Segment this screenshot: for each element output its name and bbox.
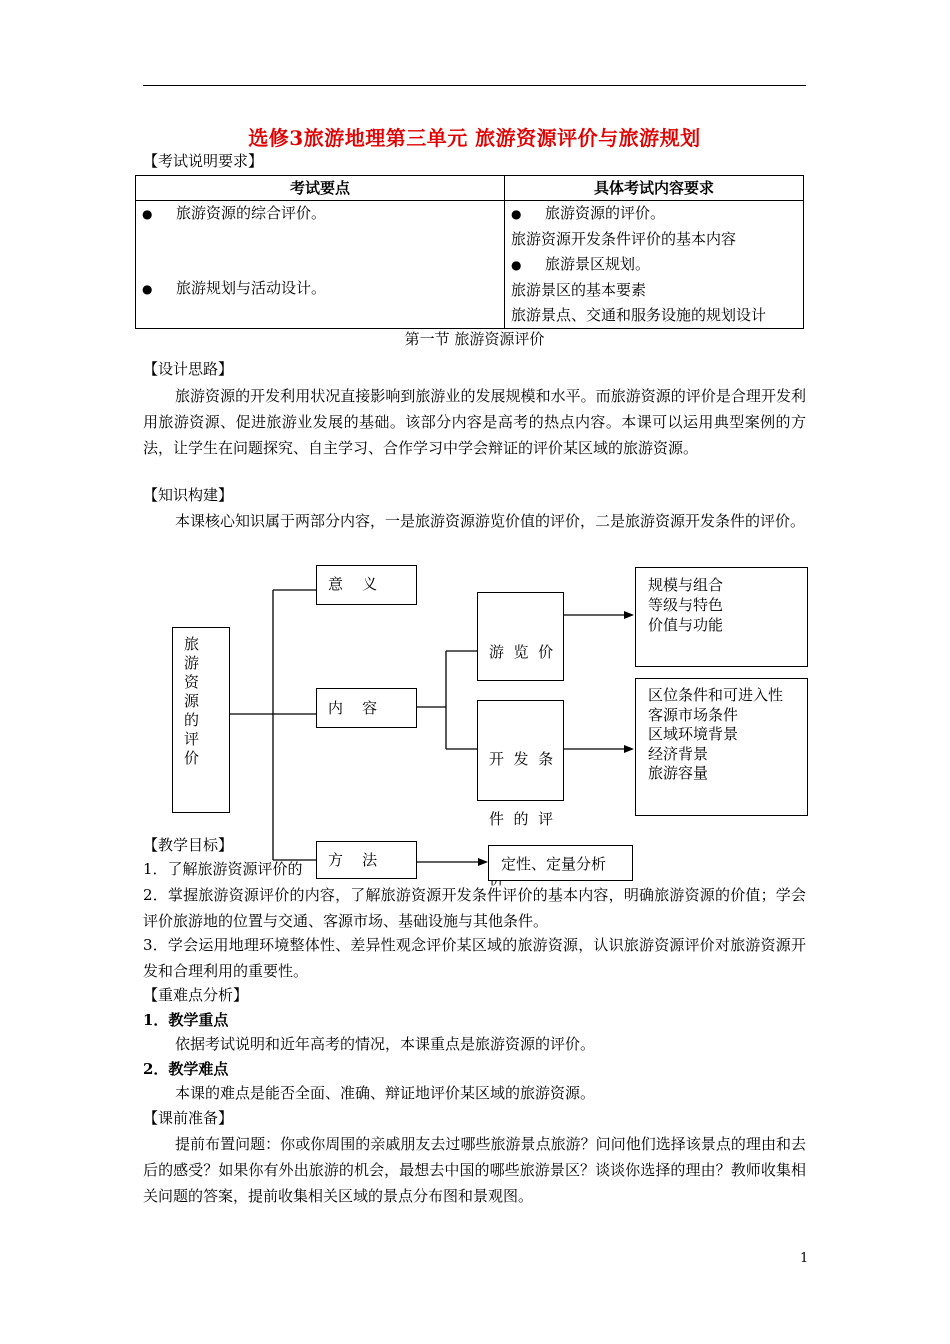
section-subtitle: 第一节 旅游资源评价 bbox=[404, 330, 545, 348]
method-label: 方 法 bbox=[328, 851, 378, 869]
knowledge-text: 本课核心知识属于两部分内容，一是旅游资源游览价值的评价，二是旅游资源开发条件的评价。 bbox=[175, 512, 806, 530]
method-result-label: 定性、定量分析 bbox=[501, 855, 607, 873]
goal-item-2: 2．掌握旅游资源评价的内容，了解旅游资源开发条件评价的基本内容，明确旅游资源的价值；学会评价旅游地的位置与交通、客源市场、基础设施与其他条件。 bbox=[143, 886, 806, 930]
content-line: 旅游景点、交通和服务设施的规划设计 bbox=[511, 306, 767, 324]
meaning-box bbox=[316, 565, 417, 605]
goal-item-1: 1．了解旅游资源评价的 bbox=[143, 860, 303, 878]
arrow-head-icon bbox=[624, 745, 634, 753]
goal-item-3: 3．学会运用地理环境整体性、差异性观念评价某区域的旅游资源，认识旅游资源评价对旅游资源开发和合理利用的重要性。 bbox=[143, 936, 806, 980]
content-line: 旅游资源开发条件评价的基本内容 bbox=[511, 230, 737, 248]
arrow-head-icon bbox=[624, 611, 634, 619]
tour-items-box bbox=[635, 567, 808, 667]
root-char: 源 bbox=[184, 692, 200, 710]
page-title: 选修3旅游地理第三单元 旅游资源评价与旅游规划 bbox=[248, 126, 701, 150]
content-line: 旅游景区的基本要素 bbox=[511, 281, 647, 299]
difficulty-text: 本课的难点是能否全面、准确、辩证地评价某区域的旅游资源。 bbox=[175, 1084, 596, 1102]
dev-item: 旅游容量 bbox=[648, 764, 709, 782]
bullet-icon: ● bbox=[142, 207, 153, 221]
root-box bbox=[172, 627, 230, 813]
page-number: 1 bbox=[800, 1251, 809, 1266]
dev-item: 经济背景 bbox=[648, 744, 709, 763]
method-box bbox=[316, 841, 417, 879]
method-result-box bbox=[488, 845, 633, 881]
prep-text: 提前布置问题：你或你周围的亲戚朋友去过哪些旅游景点旅游？问问他们选择该景点的理由和去后的感受？如果你有外出旅游的机会，最想去中国的哪些旅游景区？谈谈你选择的理由？教师收集相关问题的答案，提前收集相关区域的景点分布图和景观图。 bbox=[143, 1135, 806, 1205]
content-line: 旅游资源的评价。 bbox=[545, 204, 666, 222]
goals-heading: 【教学目标】 bbox=[143, 836, 234, 854]
root-char: 评 bbox=[184, 730, 200, 748]
focus-title: 1．教学重点 bbox=[143, 1011, 229, 1029]
dev-item: 客源市场条件 bbox=[648, 705, 739, 724]
dev-cond-line: 件 的 评 bbox=[489, 810, 554, 828]
bullet-icon: ● bbox=[511, 258, 522, 272]
table-header-content: 具体考试内容要求 bbox=[505, 176, 804, 201]
root-char: 价 bbox=[184, 749, 200, 767]
focus-text: 依据考试说明和近年高考的情况，本课重点是旅游资源的评价。 bbox=[175, 1035, 596, 1053]
tour-item: 规模与组合 bbox=[648, 576, 724, 594]
knowledge-heading: 【知识构建】 bbox=[143, 486, 234, 504]
dev-cond-box bbox=[477, 700, 564, 828]
dev-item: 区位条件和可进入性 bbox=[648, 686, 784, 704]
root-char: 游 bbox=[184, 654, 200, 672]
design-text: 旅游资源的开发利用状况直接影响到旅游业的发展规模和水平。而旅游资源的评价是合理开发利用旅游资源、促进旅游业发展的基础。该部分内容是高考的热点内容。本课可以运用典型案例的方法，让学生在问题探究、自主学习、合作学习中学会辩证的评价某区域的旅游资源。 bbox=[143, 387, 806, 457]
tour-item: 价值与功能 bbox=[648, 616, 724, 634]
point-item: 旅游规划与活动设计。 bbox=[176, 279, 327, 297]
content-box bbox=[316, 688, 417, 728]
tour-value-line: 游 览 价 bbox=[489, 643, 554, 661]
difficulty-title: 2．教学难点 bbox=[143, 1060, 229, 1078]
arrow-head-icon bbox=[478, 858, 488, 866]
root-char: 资 bbox=[184, 673, 200, 691]
dev-cond-line: 开 发 条 bbox=[489, 750, 554, 768]
meaning-label: 意 义 bbox=[328, 575, 378, 593]
design-heading: 【设计思路】 bbox=[143, 360, 234, 378]
section-exam-heading: 【考试说明要求】 bbox=[143, 152, 264, 170]
point-item: 旅游资源的综合评价。 bbox=[176, 204, 327, 222]
bullet-icon: ● bbox=[511, 207, 522, 221]
key-heading: 【重难点分析】 bbox=[143, 986, 249, 1004]
tour-item: 等级与特色 bbox=[648, 596, 724, 614]
content-label: 内 容 bbox=[328, 699, 378, 717]
dev-item: 区域环境背景 bbox=[648, 725, 739, 743]
prep-heading: 【课前准备】 bbox=[143, 1109, 234, 1127]
dev-items-box bbox=[635, 678, 808, 816]
content-line: 旅游景区规划。 bbox=[545, 255, 651, 273]
table-header-points: 考试要点 bbox=[136, 176, 505, 201]
root-char: 旅 bbox=[184, 635, 200, 653]
bullet-icon: ● bbox=[142, 282, 153, 296]
tour-value-box bbox=[477, 592, 564, 681]
root-char: 的 bbox=[184, 711, 200, 729]
